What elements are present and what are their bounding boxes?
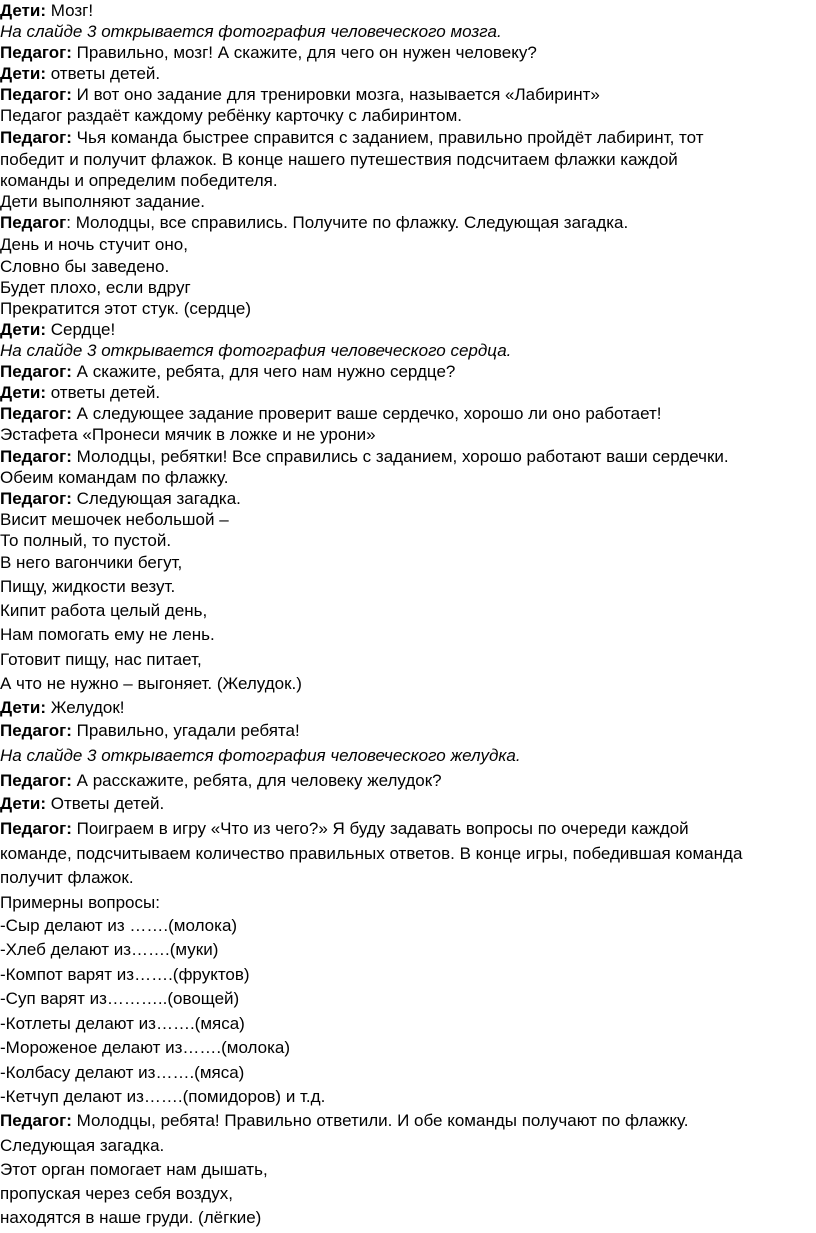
text-line	[0, 1160, 268, 1180]
text-line	[0, 601, 207, 621]
text-line	[0, 171, 278, 191]
line-text: пропуская через себя воздух,	[0, 1184, 233, 1203]
line-text: Будет плохо, если вдруг	[0, 278, 191, 297]
speaker-label: Дети:	[0, 383, 46, 402]
line-text: Сердце!	[46, 320, 116, 339]
text-line	[0, 192, 205, 212]
text-line	[0, 1111, 689, 1131]
text-line	[0, 278, 191, 298]
line-text: Примерны вопросы:	[0, 893, 160, 912]
text-line	[0, 625, 215, 645]
text-line	[0, 1184, 233, 1204]
speaker-label: Дети:	[0, 64, 46, 83]
speaker-label: Дети:	[0, 698, 46, 717]
text-line	[0, 489, 241, 509]
text-line	[0, 320, 115, 340]
line-text: Этот орган помогает нам дышать,	[0, 1160, 268, 1179]
line-text: То полный, то пустой.	[0, 531, 172, 550]
speaker-label: Дети:	[0, 1, 46, 20]
text-line	[0, 468, 228, 488]
line-text: Следующая загадка.	[71, 489, 241, 508]
text-line	[0, 1014, 245, 1034]
speaker-label: Педагог:	[0, 43, 72, 62]
text-line	[0, 1136, 164, 1156]
line-text: получит флажок.	[0, 868, 134, 887]
text-line	[0, 650, 202, 670]
text-line	[0, 989, 239, 1009]
text-line	[0, 64, 160, 84]
line-text: Готовит пищу, нас питает,	[0, 650, 202, 669]
line-text: ответы детей.	[46, 64, 161, 83]
text-line	[0, 916, 237, 936]
text-line	[0, 22, 502, 42]
line-text: Мозг!	[46, 1, 94, 20]
text-line	[0, 299, 251, 319]
speaker-label: Педагог:	[0, 819, 72, 838]
line-text: Дети выполняют задание.	[0, 192, 206, 211]
speaker-label: Педагог:	[0, 362, 72, 381]
speaker-label: Педагог:	[0, 1111, 72, 1130]
text-line	[0, 404, 662, 424]
line-text: А скажите, ребята, для чего нам нужно сердце?	[71, 362, 456, 381]
line-text: Обеим командам по флажку.	[0, 468, 229, 487]
line-text: Эстафета «Пронеси мячик в ложке и не урони»	[0, 425, 376, 444]
line-text: И вот оно задание для тренировки мозга, называется «Лабиринт»	[71, 85, 600, 104]
line-text: -Компот варят из…….(фруктов)	[0, 965, 250, 984]
speaker-label: Педагог:	[0, 128, 72, 147]
text-line	[0, 721, 300, 741]
text-line	[0, 150, 678, 170]
line-text: На слайде 3 открывается фотография человеческого мозга.	[0, 22, 502, 41]
speaker-label: Педагог:	[0, 771, 72, 790]
line-text: победит и получит флажок. В конце нашего путешествия подсчитаем флажки каждой	[0, 150, 678, 169]
line-text: команды и определим победителя.	[0, 171, 278, 190]
line-text: На слайде 3 открывается фотография человеческого сердца.	[0, 341, 512, 360]
text-line	[0, 362, 455, 382]
text-line	[0, 698, 125, 718]
text-line	[0, 447, 729, 467]
line-text: Висит мешочек небольшой –	[0, 510, 229, 529]
line-text: Ответы детей.	[46, 794, 165, 813]
text-line	[0, 106, 462, 126]
line-text: ответы детей.	[46, 383, 161, 402]
speaker-label: Педагог	[0, 213, 67, 232]
line-text: Кипит работа целый день,	[0, 601, 208, 620]
text-line	[0, 213, 628, 233]
text-line	[0, 577, 175, 597]
text-line	[0, 257, 169, 277]
text-line	[0, 1208, 261, 1228]
speaker-label: Педагог:	[0, 447, 72, 466]
text-line	[0, 235, 188, 255]
text-line	[0, 531, 171, 551]
speaker-label: Педагог:	[0, 721, 72, 740]
text-line	[0, 771, 442, 791]
line-text: Правильно, угадали ребята!	[71, 721, 300, 740]
line-text: -Сыр делают из …….(молока)	[0, 916, 238, 935]
text-line	[0, 674, 302, 694]
text-line	[0, 1, 93, 21]
line-text: -Мороженое делают из…….(молока)	[0, 1038, 291, 1057]
line-text: находятся в наше груди. (лёгкие)	[0, 1208, 262, 1227]
speaker-label: Педагог:	[0, 489, 72, 508]
speaker-label: Дети:	[0, 320, 46, 339]
line-text: : Молодцы, все справились. Получите по флажку. Следующая загадка.	[66, 213, 629, 232]
line-text: Молодцы, ребятки! Все справились с заданием, хорошо работают ваши сердечки.	[71, 447, 729, 466]
text-line	[0, 794, 164, 814]
line-text: Молодцы, ребята! Правильно ответили. И обе команды получают по флажку.	[71, 1111, 689, 1130]
text-line	[0, 965, 250, 985]
text-line	[0, 383, 160, 403]
line-text: Чья команда быстрее справится с заданием, правильно пройдёт лабиринт, тот	[71, 128, 704, 147]
line-text: А что не нужно – выгоняет. (Желудок.)	[0, 674, 302, 693]
line-text: -Колбасу делают из…….(мяса)	[0, 1063, 245, 1082]
text-line	[0, 43, 537, 63]
text-line	[0, 1063, 244, 1083]
line-text: -Кетчуп делают из…….(помидоров) и т.д.	[0, 1087, 326, 1106]
text-line	[0, 341, 511, 361]
text-line	[0, 844, 742, 864]
line-text: Правильно, мозг! А скажите, для чего он нужен человеку?	[71, 43, 537, 62]
line-text: Поиграем в игру «Что из чего?» Я буду задавать вопросы по очереди каждой	[71, 819, 689, 838]
text-line	[0, 746, 521, 766]
text-line	[0, 819, 689, 839]
speaker-label: Педагог:	[0, 404, 72, 423]
text-line	[0, 893, 160, 913]
line-text: Нам помогать ему не лень.	[0, 625, 215, 644]
line-text: -Котлеты делают из…….(мяса)	[0, 1014, 245, 1033]
line-text: Словно бы заведено.	[0, 257, 170, 276]
line-text: Педагог раздаёт каждому ребёнку карточку с лабиринтом.	[0, 106, 462, 125]
line-text: Следующая загадка.	[0, 1136, 165, 1155]
line-text: -Хлеб делают из…….(муки)	[0, 940, 219, 959]
text-line	[0, 1087, 325, 1107]
line-text: Пищу, жидкости везут.	[0, 577, 176, 596]
speaker-label: Педагог:	[0, 85, 72, 104]
line-text: Желудок!	[46, 698, 125, 717]
text-line	[0, 425, 376, 445]
line-text: В него вагончики бегут,	[0, 553, 183, 572]
line-text: команде, подсчитываем количество правильных ответов. В конце игры, победившая команда	[0, 844, 743, 863]
text-line	[0, 510, 229, 530]
line-text: На слайде 3 открывается фотография человеческого желудка.	[0, 746, 521, 765]
line-text: -Суп варят из………..(овощей)	[0, 989, 240, 1008]
text-line	[0, 868, 134, 888]
line-text: Прекратится этот стук. (сердце)	[0, 299, 252, 318]
text-line	[0, 553, 182, 573]
line-text: А расскажите, ребята, для человеку желудок?	[71, 771, 442, 790]
text-line	[0, 85, 600, 105]
line-text: День и ночь стучит оно,	[0, 235, 188, 254]
text-line	[0, 1038, 290, 1058]
text-line	[0, 128, 704, 148]
text-line	[0, 940, 218, 960]
speaker-label: Дети:	[0, 794, 46, 813]
line-text: А следующее задание проверит ваше сердечко, хорошо ли оно работает!	[71, 404, 662, 423]
